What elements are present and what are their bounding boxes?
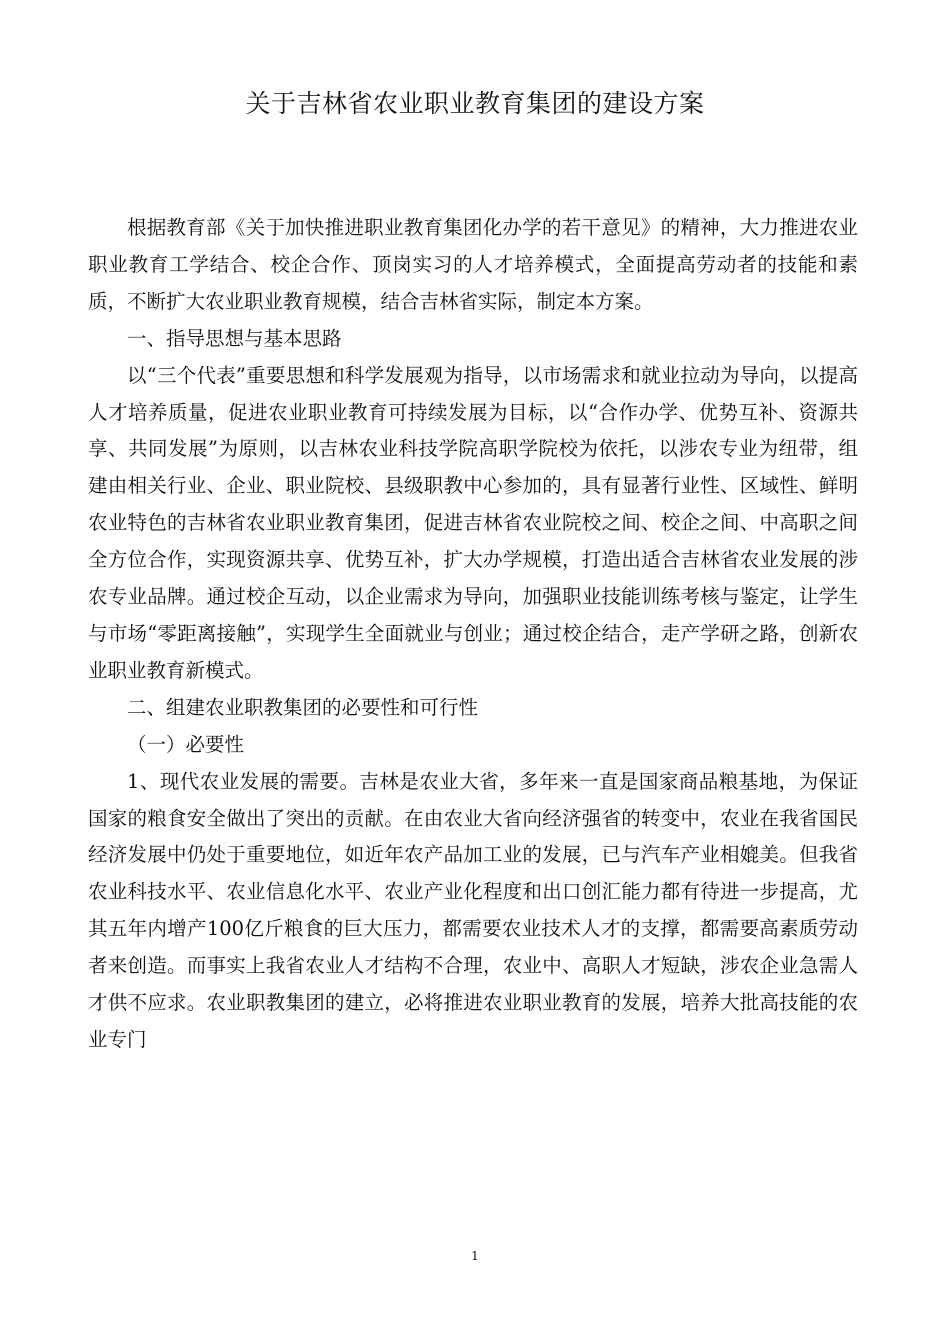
guiding-ideology-paragraph: 以“三个代表”重要思想和科学发展观为指导，以市场需求和就业拉动为导向，以提高人才培养质量，促进农业职业教育可持续发展为目标，以“合作办学、优势互补、资源共享、共同发展”为原则，以吉林农业科技学院高职学院校为依托，以涉农专业为纽带，组建由相关行业、企业、职业院校、县级职教中心参加的，具有显著行业性、区域性、鲜明农业特色的吉林省农业职业教育集团，促进吉林省农业院校之间、校企之间、中高职之间全方位合作，实现资源共享、优势互补，扩大办学规模，打造出适合吉林省农业发展的涉农专业品牌。通过校企互动，以企业需求为导向，加强职业技能训练考核与鉴定，让学生与市场“零距离接触”，实现学生全面就业与创业；通过校企结合，走产学研之路，创新农业职业教育新模式。	[88, 363, 858, 682]
necessity-paragraph-1: 1、现代农业发展的需要。吉林是农业大省，多年来一直是国家商品粮基地，为保证国家的粮食安全做出了突出的贡献。在由农业大省向经济强省的转变中，农业在我省国民经济发展中仍处于重要地位，如近年农产品加工业的发展，已与汽车产业相媲美。但我省农业科技水平、农业信息化水平、农业产业化程度和出口创汇能力都有待进一步提高，尤其五年内增产100亿斤粮食的巨大压力，都需要农业技术人才的支撑，都需要高素质劳动者来创造。而事实上我省农业人才结构不合理，农业中、高职人才短缺，涉农企业急需人才供不应求。农业职教集团的建立，必将推进农业职业教育的发展，培养大批高技能的农业专门	[88, 769, 858, 1051]
document-body	[88, 210, 858, 1059]
section-heading-necessity-feasibility: 二、组建农业职教集团的必要性和可行性	[127, 695, 479, 719]
section-heading-guiding-ideology: 一、指导思想与基本思路	[127, 326, 342, 350]
page-number: 1	[471, 1249, 479, 1263]
document-title: 关于吉林省农业职业教育集团的建设方案	[245, 89, 705, 118]
subsection-heading-necessity: （一）必要性	[127, 732, 245, 756]
intro-paragraph: 根据教育部《关于加快推进职业教育集团化办学的若干意见》的精神，大力推进农业职业教育工学结合、校企合作、顶岗实习的人才培养模式，全面提高劳动者的技能和素质，不断扩大农业职业教育规模，结合吉林省实际，制定本方案。	[88, 216, 858, 313]
